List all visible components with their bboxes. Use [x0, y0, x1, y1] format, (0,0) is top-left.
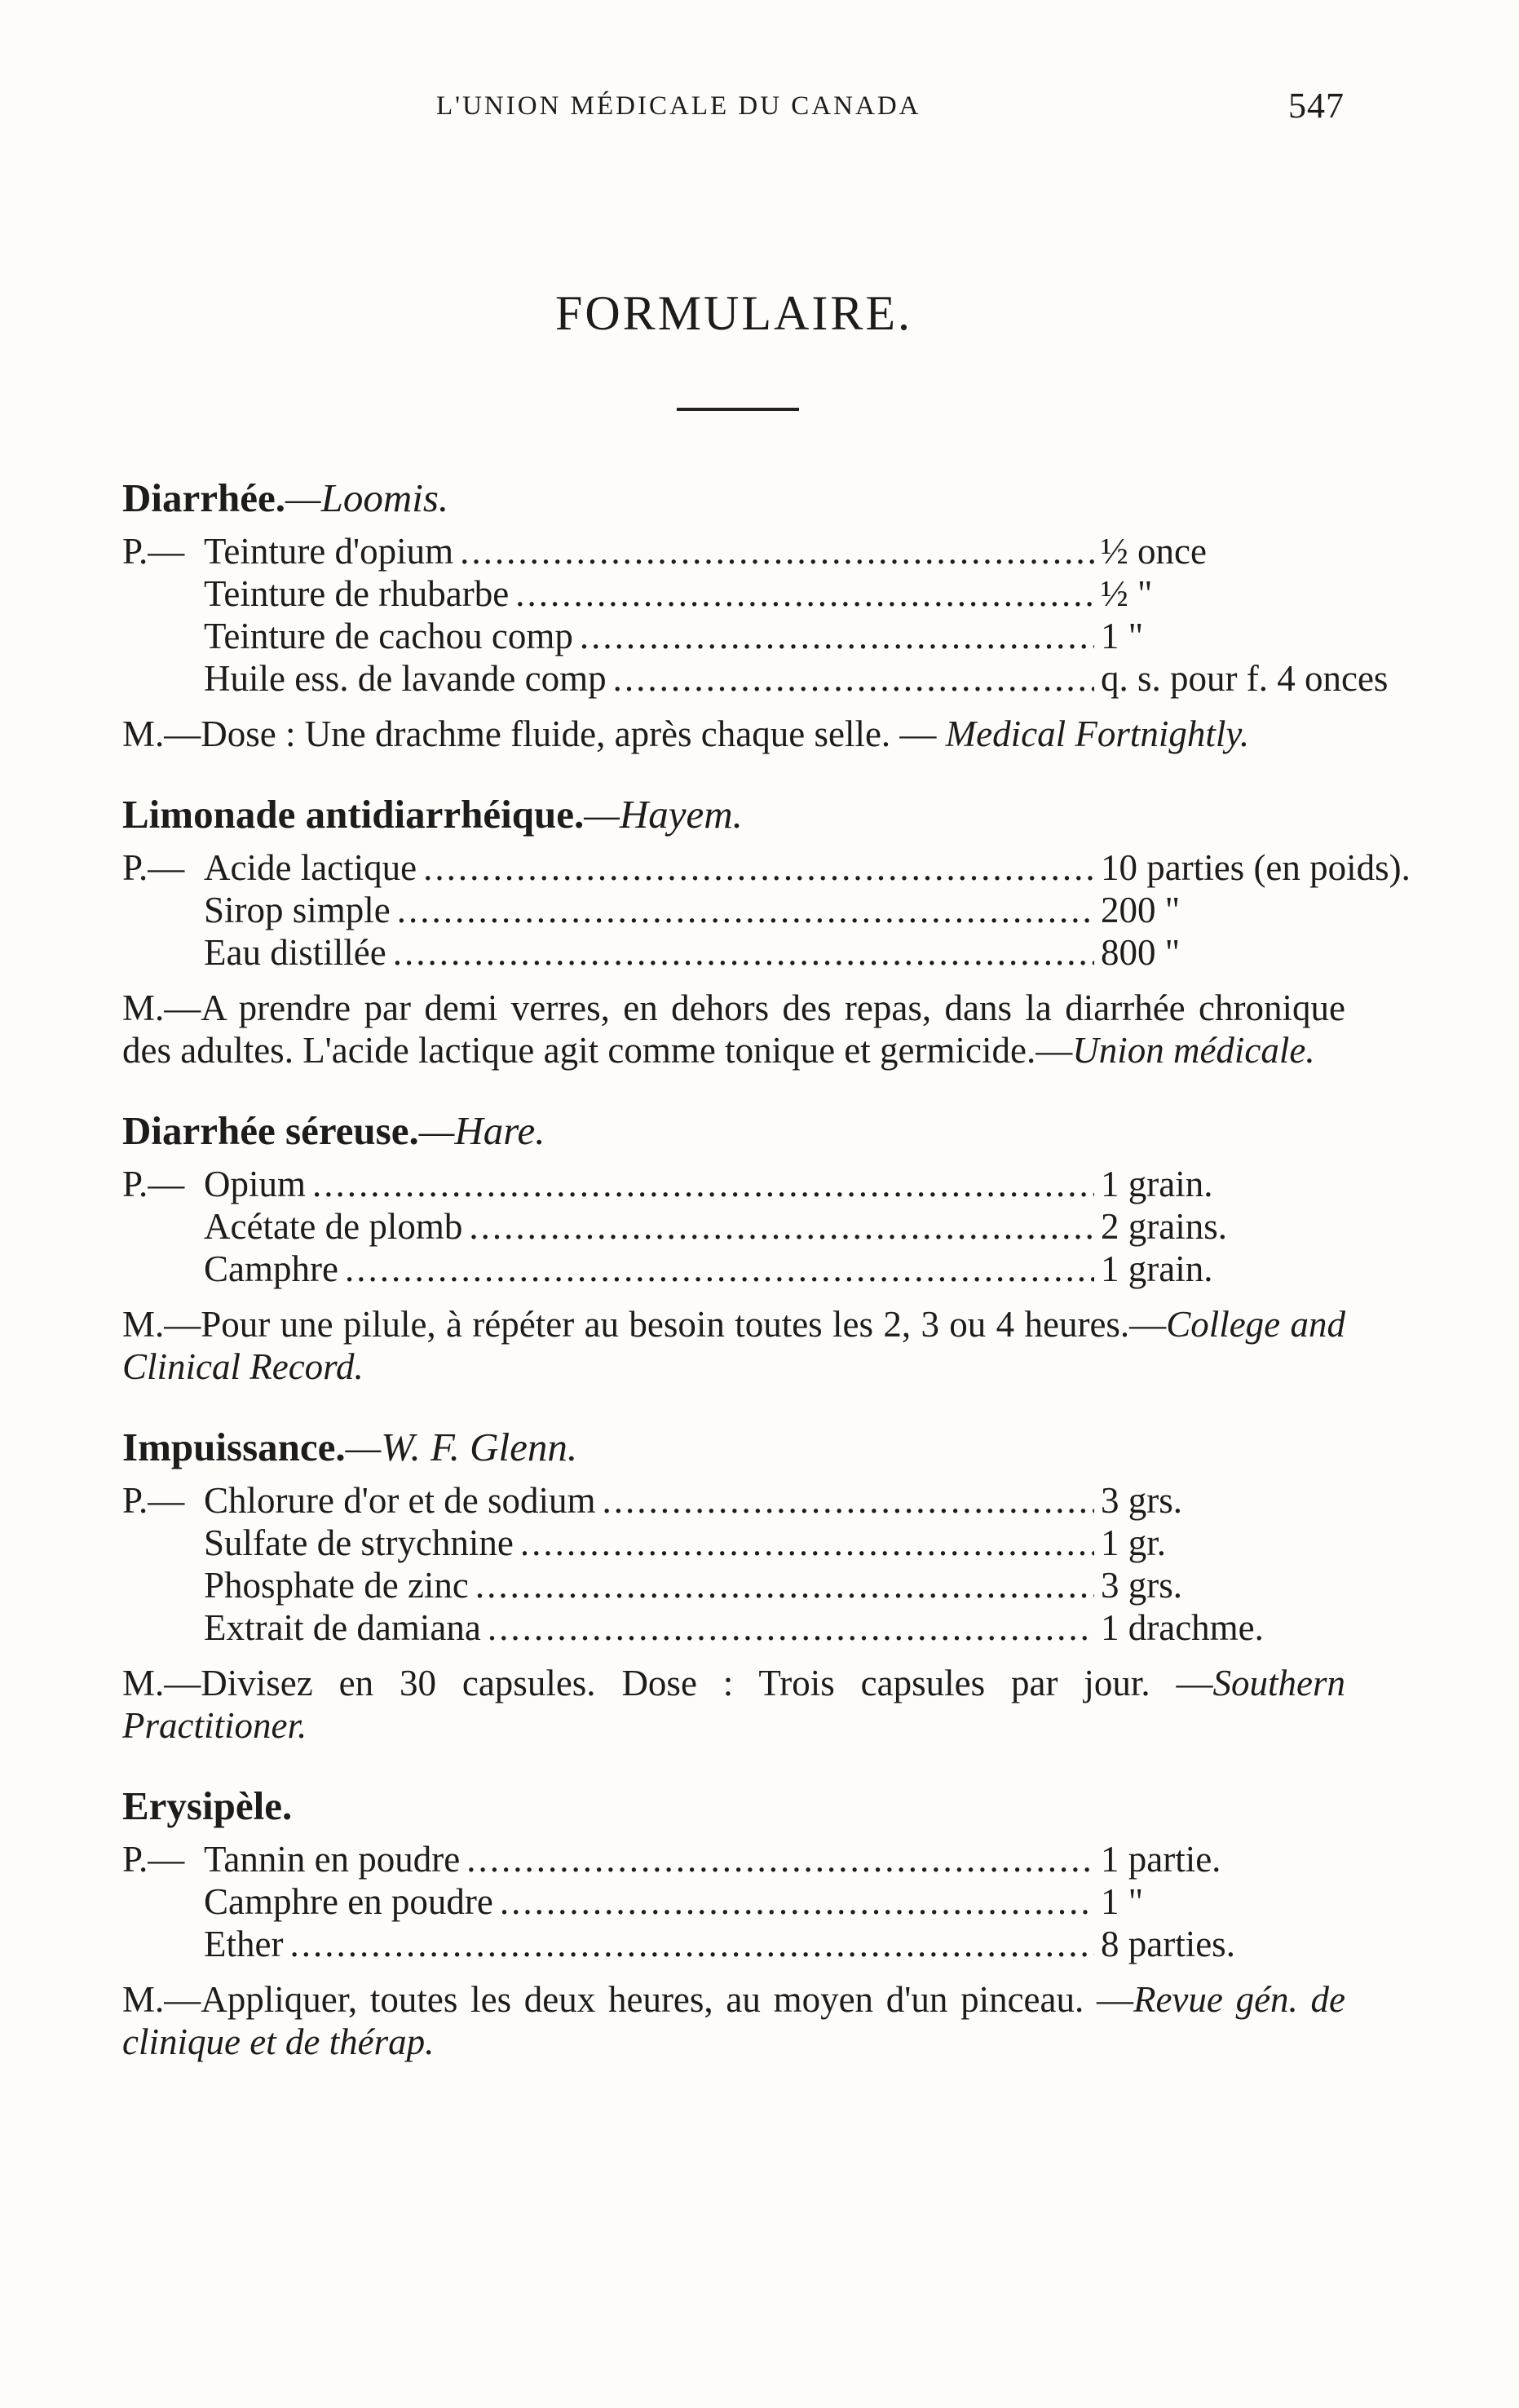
ingredient-row: [122, 931, 1345, 974]
instruction-text: Pour une pilule, à répéter au besoin toutes les 2, 3 ou 4 heures.—: [201, 1304, 1167, 1345]
leader-dots: [466, 1838, 1094, 1880]
ingredient-quantity: q. s. pour f. 4 onces: [1101, 658, 1389, 699]
formulary-content: [122, 475, 1411, 2063]
instruction-text: Divisez en 30 capsules. Dose : Trois capsules par jour. —: [201, 1663, 1213, 1703]
section-heading-text: Erysipèle.: [122, 1783, 293, 1828]
ingredient-quantity: ½ ": [1101, 573, 1153, 614]
section-heading: [122, 1424, 1345, 1471]
section-heading-text: Limonade antidiarrhéique.: [122, 792, 585, 837]
ingredient-row: [122, 1838, 1345, 1880]
leader-dots: [515, 572, 1094, 615]
ingredient-quantity: 200 ": [1101, 890, 1181, 930]
ingredient-name: Sirop simple: [204, 890, 391, 930]
mix-marker: M.—: [122, 1663, 201, 1703]
ingredient-row: [122, 530, 1345, 572]
instruction-note: [122, 1303, 1345, 1388]
instruction-text: Appliquer, toutes les deux heures, au moyen d'un pinceau. —: [201, 1979, 1133, 2020]
leader-dots: [345, 1248, 1094, 1290]
ingredient-name: Acétate de plomb: [204, 1206, 463, 1247]
ingredient-row: [122, 1564, 1345, 1606]
ingredient-name: Phosphate de zinc: [204, 1565, 469, 1606]
source-citation: Southern Practitioner.: [122, 1663, 1345, 1746]
ingredient-quantity: 1 gr.: [1101, 1522, 1167, 1563]
instruction-text: Dose : Une drachme fluide, après chaque selle. —: [201, 714, 946, 754]
prescription-marker: P.—: [122, 1164, 185, 1204]
ingredient-name: Acide lactique: [204, 847, 417, 888]
ingredient-row: [122, 615, 1345, 657]
source-citation: Union médicale.: [1072, 1030, 1315, 1071]
instruction-text: A prendre par demi verres, en dehors des repas, dans la diarrhée chronique des adultes. L'acide lactique agit comme tonique et germicide.—: [122, 988, 1345, 1071]
prescription-marker: P.—: [122, 531, 185, 572]
ingredient-row: [122, 846, 1411, 889]
ingredient-name: Tannin en poudre: [204, 1839, 461, 1880]
section-heading-text: Diarrhée.: [122, 475, 285, 520]
ingredient-row: [122, 1923, 1345, 1965]
ingredient-quantity: ½ once: [1101, 531, 1207, 572]
section-author: —Hare.: [418, 1108, 545, 1153]
prescription-marker: P.—: [122, 847, 185, 888]
source-citation: Revue gén. de clinique et de thérap.: [122, 1979, 1345, 2062]
ingredient-quantity: 3 grs.: [1101, 1565, 1182, 1606]
prescription-marker: P.—: [122, 1839, 185, 1880]
ingredient-row: [122, 1606, 1345, 1649]
leader-dots: [613, 657, 1094, 700]
leader-dots: [469, 1205, 1094, 1248]
section-author: —W. F. Glenn.: [345, 1425, 578, 1469]
ingredient-row: [122, 1479, 1345, 1522]
ingredient-name: Camphre en poudre: [204, 1881, 493, 1922]
ingredient-row: [122, 1163, 1345, 1205]
instruction-note: [122, 1662, 1345, 1747]
instruction-note: [122, 713, 1345, 755]
ingredient-name: Sulfate de strychnine: [204, 1522, 514, 1563]
leader-dots: [580, 615, 1094, 657]
ingredient-row: [122, 572, 1345, 615]
section-heading: [122, 475, 1345, 522]
source-citation: College and Clinical Record.: [122, 1304, 1345, 1387]
source-citation: Medical Fortnightly.: [945, 714, 1250, 754]
ingredient-row: [122, 1522, 1345, 1564]
section-heading: [122, 1107, 1345, 1155]
section-heading: [122, 1783, 1345, 1830]
journal-title: L'UNION MÉDICALE DU CANADA: [436, 91, 921, 121]
ingredient-name: Teinture d'opium: [204, 531, 454, 572]
ingredient-row: [122, 1205, 1345, 1248]
ingredient-name: Eau distillée: [204, 932, 386, 973]
ingredient-name: Ether: [204, 1924, 284, 1964]
leader-dots: [603, 1479, 1094, 1522]
ingredient-quantity: 10 parties (en poids).: [1101, 847, 1411, 888]
section-author: —Hayem.: [584, 792, 743, 837]
leader-dots: [475, 1564, 1094, 1606]
page-title: FORMULAIRE.: [554, 286, 913, 340]
ingredient-quantity: 1 partie.: [1101, 1839, 1221, 1880]
ingredient-name: Huile ess. de lavande comp: [204, 658, 607, 699]
mix-marker: M.—: [122, 1979, 201, 2020]
ingredient-name: Camphre: [204, 1248, 338, 1289]
ingredient-name: Teinture de cachou comp: [204, 616, 573, 656]
instruction-note: [122, 1978, 1345, 2063]
ingredient-quantity: 1 grain.: [1101, 1248, 1213, 1289]
leader-dots: [397, 889, 1094, 931]
ingredient-name: Teinture de rhubarbe: [204, 573, 510, 614]
section-heading: [122, 791, 1345, 838]
title-rule: [677, 408, 799, 411]
leader-dots: [289, 1923, 1094, 1965]
section-heading-text: Impuissance.: [122, 1425, 346, 1469]
ingredient-quantity: 3 grs.: [1101, 1480, 1182, 1521]
ingredient-quantity: 1 grain.: [1101, 1164, 1213, 1204]
ingredient-quantity: 1 ": [1101, 616, 1144, 656]
leader-dots: [460, 530, 1094, 572]
mix-marker: M.—: [122, 1304, 201, 1345]
page-number: 547: [1288, 86, 1345, 126]
mix-marker: M.—: [122, 988, 201, 1028]
ingredient-name: Extrait de damiana: [204, 1607, 481, 1648]
leader-dots: [312, 1163, 1094, 1205]
mix-marker: M.—: [122, 714, 201, 754]
ingredient-row: [122, 1880, 1345, 1923]
ingredient-row: [122, 657, 1389, 700]
ingredient-row: [122, 1248, 1345, 1290]
section-heading-text: Diarrhée séreuse.: [122, 1108, 419, 1153]
ingredient-quantity: 8 parties.: [1101, 1924, 1235, 1964]
leader-dots: [500, 1880, 1094, 1923]
prescription-marker: P.—: [122, 1480, 185, 1521]
ingredient-quantity: 1 ": [1101, 1881, 1144, 1922]
leader-dots: [488, 1606, 1094, 1649]
leader-dots: [423, 846, 1094, 889]
ingredient-row: [122, 889, 1345, 931]
leader-dots: [393, 931, 1094, 974]
ingredient-quantity: 800 ": [1101, 932, 1181, 973]
ingredient-name: Chlorure d'or et de sodium: [204, 1480, 596, 1521]
leader-dots: [520, 1522, 1094, 1564]
section-author: —Loomis.: [285, 475, 449, 520]
ingredient-name: Opium: [204, 1164, 307, 1204]
instruction-note: [122, 987, 1345, 1071]
ingredient-quantity: 1 drachme.: [1101, 1607, 1264, 1648]
ingredient-quantity: 2 grains.: [1101, 1206, 1227, 1247]
